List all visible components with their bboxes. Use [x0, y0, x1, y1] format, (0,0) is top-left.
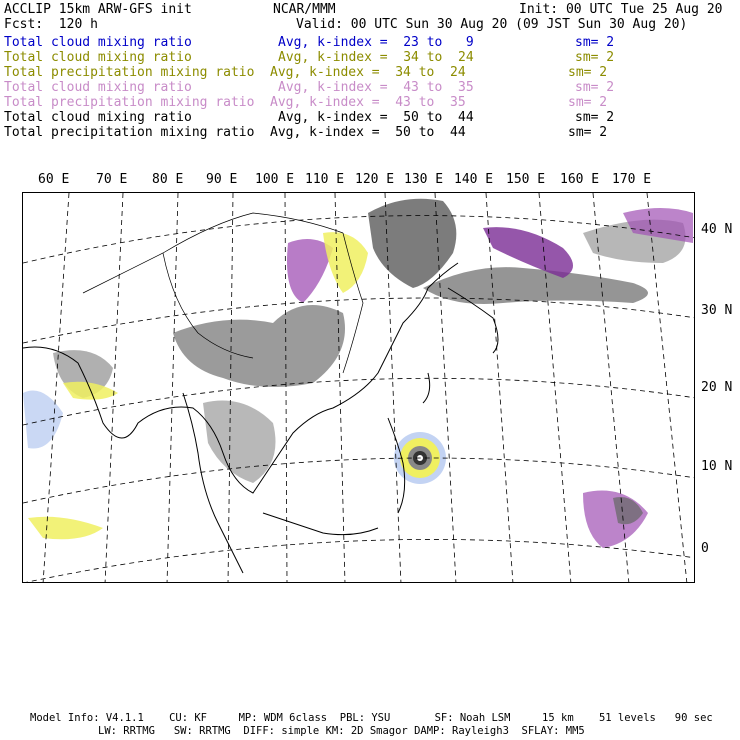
legend-sm: sm= 2 — [575, 80, 615, 95]
lat-label: 10 N — [701, 459, 733, 474]
legend-sm: sm= 2 — [575, 110, 615, 125]
valid-time: Valid: 00 UTC Sun 30 Aug 20 (09 JST Sun 30 Aug 20) — [296, 17, 688, 32]
lon-label: 130 E — [404, 172, 444, 187]
legend-avg: Avg, k-index = 23 to 9 — [278, 35, 474, 50]
lon-label: 90 E — [206, 172, 238, 187]
legend-sm: sm= 2 — [568, 95, 608, 110]
lat-label: 30 N — [701, 303, 733, 318]
legend-name: Total cloud mixing ratio — [4, 110, 192, 125]
legend-avg: Avg, k-index = 43 to 35 — [270, 95, 466, 110]
legend-name: Total precipitation mixing ratio — [4, 95, 255, 110]
lon-label: 160 E — [560, 172, 600, 187]
legend-sm: sm= 2 — [575, 50, 615, 65]
lon-label: 170 E — [612, 172, 652, 187]
legend-avg: Avg, k-index = 34 to 24 — [270, 65, 466, 80]
legend-name: Total precipitation mixing ratio — [4, 125, 255, 140]
footer-model-info: Model Info: V4.1.1 CU: KF MP: WDM 6class PBL: YSU SF: Noah LSM 15 km 51 levels 90 sec — [30, 712, 713, 724]
lon-label: 120 E — [355, 172, 395, 187]
lon-label: 60 E — [38, 172, 70, 187]
init-time: Init: 00 UTC Tue 25 Aug 20 — [519, 2, 723, 17]
legend-sm: sm= 2 — [575, 35, 615, 50]
forecast-hour: Fcst: 120 h — [4, 17, 98, 32]
title-center: NCAR/MMM — [273, 2, 336, 17]
title-left: ACCLIP 15km ARW-GFS init — [4, 2, 192, 17]
legend-name: Total cloud mixing ratio — [4, 80, 192, 95]
lat-label: 0 — [701, 541, 709, 556]
lat-label: 20 N — [701, 380, 733, 395]
lon-label: 150 E — [506, 172, 546, 187]
legend-avg: Avg, k-index = 50 to 44 — [278, 110, 474, 125]
map-canvas — [23, 193, 695, 583]
lon-label: 110 E — [305, 172, 345, 187]
legend-avg: Avg, k-index = 34 to 24 — [278, 50, 474, 65]
lon-label: 100 E — [255, 172, 295, 187]
lon-label: 80 E — [152, 172, 184, 187]
legend-name: Total cloud mixing ratio — [4, 35, 192, 50]
map-panel — [22, 192, 695, 583]
footer-physics: LW: RRTMG SW: RRTMG DIFF: simple KM: 2D Smagor DAMP: Rayleigh3 SFLAY: MM5 — [98, 725, 585, 737]
legend-avg: Avg, k-index = 50 to 44 — [270, 125, 466, 140]
legend-name: Total cloud mixing ratio — [4, 50, 192, 65]
legend-sm: sm= 2 — [568, 125, 608, 140]
lat-label: 40 N — [701, 222, 733, 237]
legend-name: Total precipitation mixing ratio — [4, 65, 255, 80]
legend-avg: Avg, k-index = 43 to 35 — [278, 80, 474, 95]
lon-label: 70 E — [96, 172, 128, 187]
lon-label: 140 E — [454, 172, 494, 187]
legend-sm: sm= 2 — [568, 65, 608, 80]
